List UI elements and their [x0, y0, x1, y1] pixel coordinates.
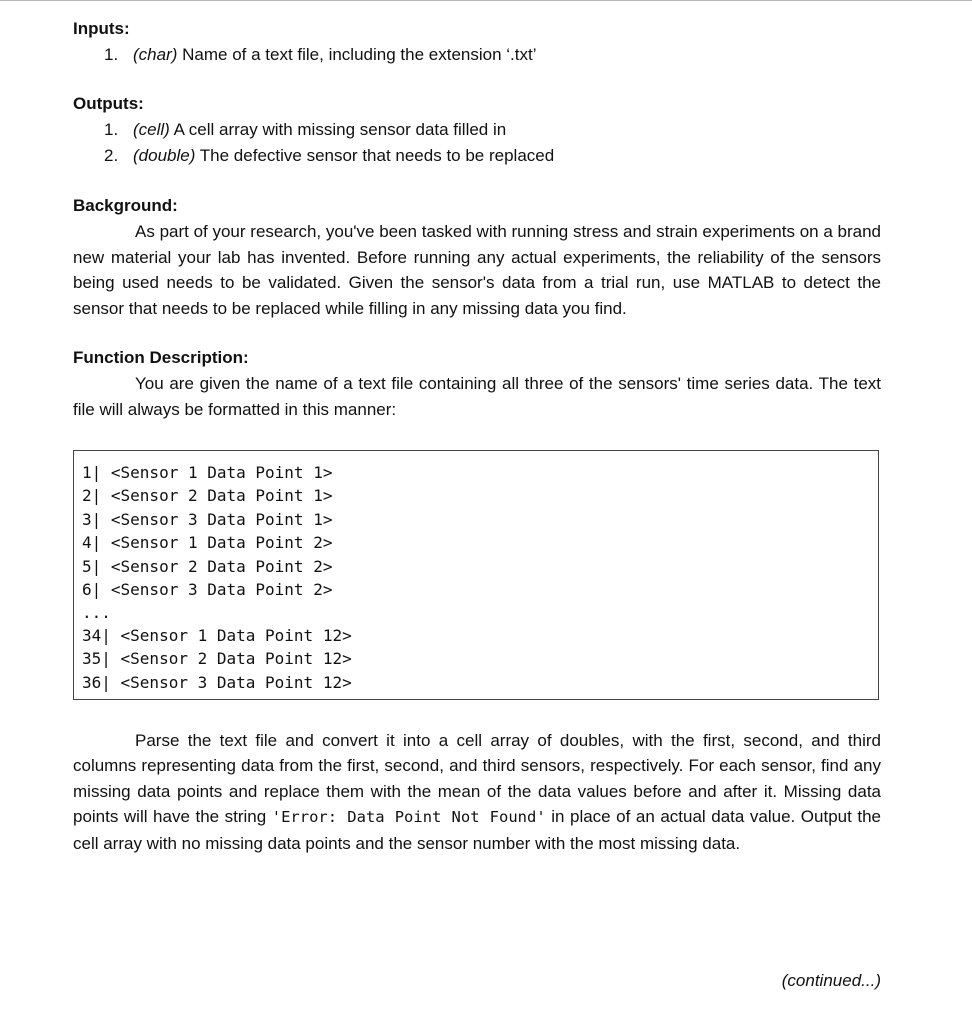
inputs-heading: Inputs: — [73, 19, 130, 38]
parse-text-part2: in place of an actual data value. Output the cell array with no missing data points and the sensor number with the most missing data. — [73, 807, 882, 853]
parse-text-part1: Parse the text file and convert it into a cell array of doubles, with the first, second, and third columns representing data from the first, second, and third sensors, respectively. For each sensor, find any missing data points and replace them with the mean of the data values before and after it. Missing data points will have the string — [73, 730, 881, 827]
item-text: The defective sensor that needs to be replaced — [195, 146, 555, 165]
function-description-section — [73, 345, 881, 856]
list-number: 1. — [104, 45, 119, 64]
type-label: (cell) — [133, 120, 170, 139]
list-number: 2. — [104, 146, 119, 165]
item-text: Name of a text file, including the extension ‘.txt’ — [177, 45, 537, 64]
code-line: 2| <Sensor 2 Data Point 1> — [82, 486, 333, 506]
code-line: 3| <Sensor 3 Data Point 1> — [82, 509, 333, 529]
function-description-heading: Function Description: — [73, 348, 249, 368]
list-item — [73, 143, 881, 169]
continued-note: (continued...) — [781, 971, 881, 990]
outputs-list — [73, 117, 881, 169]
code-line: 36| <Sensor 3 Data Point 12> — [82, 672, 352, 692]
inputs-list — [73, 42, 881, 68]
code-line: 1| <Sensor 1 Data Point 1> — [82, 462, 333, 482]
code-line: 4| <Sensor 1 Data Point 2> — [82, 533, 333, 553]
document-page — [73, 16, 881, 857]
parse-instructions-paragraph — [73, 728, 881, 857]
code-ellipsis: ... — [82, 602, 111, 622]
background-paragraph: As part of your research, you've been tasked with running stress and strain experiments on a brand new material your lab has invented. Before running any actual experiments, the reliability of the sensors being used needs to be validated. Given the sensor's data from a trial run, use MATLAB to detect the sensor that needs to be replaced while filling in any missing data you find. — [73, 222, 881, 318]
code-line: 5| <Sensor 2 Data Point 2> — [82, 556, 333, 576]
code-line: 34| <Sensor 1 Data Point 12> — [82, 625, 352, 645]
type-label: (char) — [133, 45, 178, 64]
error-string-code: 'Error: Data Point Not Found' — [271, 808, 546, 827]
inputs-section — [73, 16, 881, 68]
type-label: (double) — [133, 146, 196, 165]
background-heading: Background: — [73, 196, 178, 215]
code-line: 6| <Sensor 3 Data Point 2> — [82, 580, 333, 600]
code-line: 35| <Sensor 2 Data Point 12> — [82, 649, 352, 669]
file-format-code-block — [73, 450, 879, 700]
list-item — [73, 117, 881, 143]
list-number: 1. — [104, 120, 119, 139]
item-text: A cell array with missing sensor data filled in — [169, 120, 507, 139]
list-item — [73, 42, 881, 68]
outputs-section — [73, 91, 881, 169]
background-section — [73, 193, 881, 321]
outputs-heading: Outputs: — [73, 94, 144, 113]
function-description-intro: You are given the name of a text file containing all three of the sensors' time series data. The text file will always be formatted in this manner: — [73, 374, 881, 419]
top-border — [0, 0, 972, 1]
